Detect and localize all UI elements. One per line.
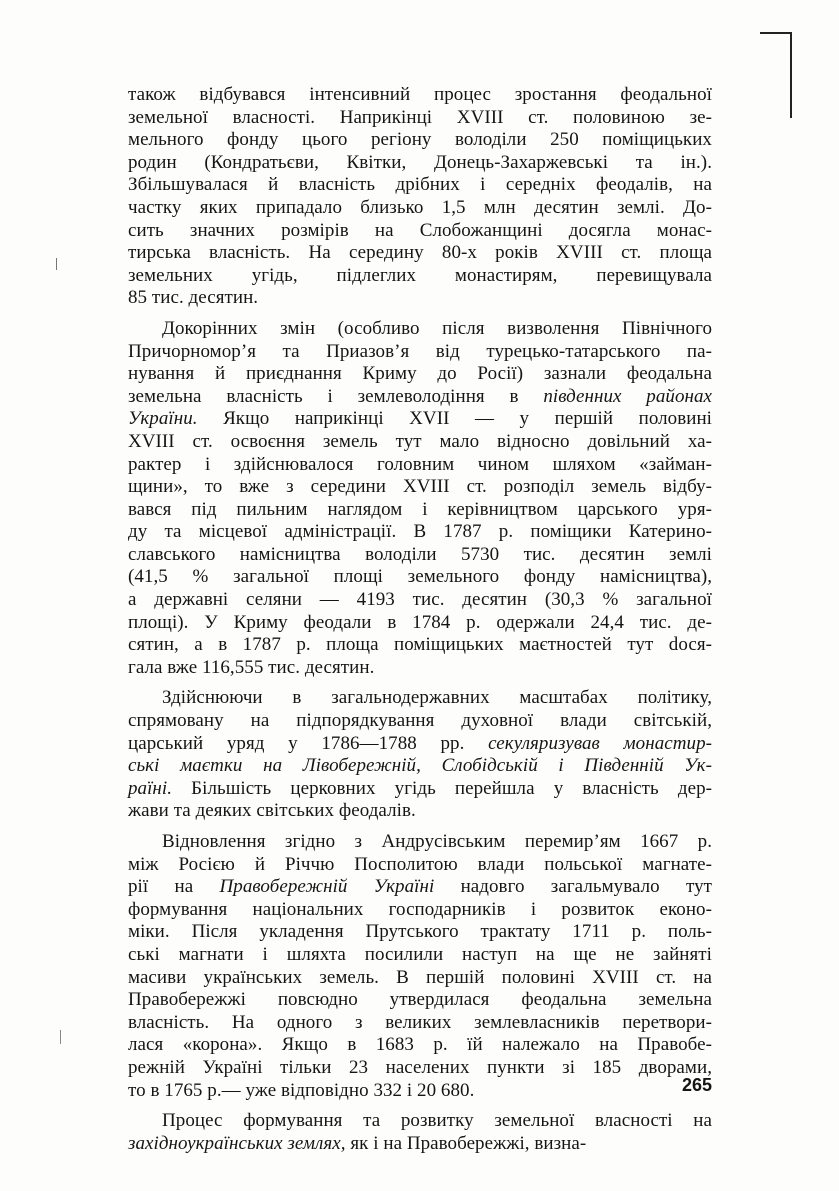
text-line: [128, 710, 712, 733]
text-line: [128, 242, 712, 265]
text-segment: земельних угідь, підлеглих монастирям, перевищувала: [128, 264, 712, 286]
text-line: [128, 521, 712, 544]
text-line: [128, 1080, 712, 1103]
corner-crop-mark: [760, 32, 792, 42]
text-line: [128, 1057, 712, 1080]
text-segment: щини», то вже з середини XVIII ст. розподіл земель відбу-: [128, 476, 712, 498]
text-line: [128, 733, 712, 756]
text-line: [128, 84, 712, 107]
text-line: [128, 1133, 712, 1156]
text-line: [128, 197, 712, 220]
text-line: [128, 454, 712, 477]
text-line: [128, 386, 712, 409]
text-line: [128, 174, 712, 197]
text-segment: ду та місцевої адміністрації. В 1787 р. поміщики Катерино-: [128, 521, 712, 543]
text-line: [128, 1012, 712, 1035]
text-line: [128, 341, 712, 364]
text-line: [128, 431, 712, 454]
text-line: [128, 287, 712, 310]
paragraph: [128, 687, 712, 823]
margin-mark: [56, 258, 57, 270]
text-segment: (41,5 % загальної площі земельного фонду намісництва),: [128, 566, 712, 588]
text-line: [128, 989, 712, 1012]
text-segment: спрямовану на підпорядкування духовної влади світській,: [128, 710, 712, 732]
italic-text: Правобережній Україні: [219, 876, 435, 898]
text-segment: сятин, а в 1787 р. площа поміщицьких маєтностей тут dося-: [128, 634, 712, 656]
text-segment: тирська власність. На середину 80-х років XVIII ст. площа: [128, 242, 712, 264]
text-segment: то в 1765 р.— уже відповідно 332 і 20 680.: [128, 1079, 475, 1101]
text-line: [128, 944, 712, 967]
italic-text: України.: [128, 408, 198, 430]
text-line: [128, 566, 712, 589]
text-segment: масиви українських земель. В першій половині XVIII ст. на: [128, 966, 712, 988]
text-segment: земельна власність і землеволодіння в: [128, 385, 544, 407]
text-segment: Причорномор’я та Приазов’я від турецько-татарського па-: [128, 340, 712, 362]
text-segment: Докорінних змін (особливо після визволення Північного: [162, 317, 712, 339]
text-line: [128, 876, 712, 899]
text-segment: Правобережжі повсюдно утвердилася феодальна земельна: [128, 989, 712, 1011]
text-segment: Якщо наприкінці XVII — у першій половині: [197, 408, 712, 430]
paragraph: [128, 1110, 712, 1155]
text-line: [128, 612, 712, 635]
text-segment: міки. Після укладення Прутського трактату 1711 р. поль-: [128, 921, 712, 943]
text-line: [128, 107, 712, 130]
text-segment: жави та деяких світських феодалів.: [128, 800, 416, 822]
text-segment: Процес формування та розвитку земельної власності на: [162, 1110, 712, 1132]
italic-text: секуляризував монастир-: [488, 732, 712, 754]
text-line: [128, 408, 712, 431]
text-line: [128, 152, 712, 175]
text-line: [128, 854, 712, 877]
text-line: [128, 831, 712, 854]
text-line: [128, 634, 712, 657]
text-segment: Відновлення згідно з Андрусівським перемир’ям 1667 р.: [162, 831, 712, 852]
text-line: [128, 687, 712, 710]
text-segment: а державні селяни — 4193 тис. десятин (30,3 % загальної: [128, 589, 712, 611]
text-segment: 85 тис. десятин.: [128, 287, 259, 309]
text-line: [128, 657, 712, 680]
text-segment: між Росією й Річчю Посполитою влади польської магнате-: [128, 853, 712, 875]
paragraph: [128, 84, 712, 310]
text-line: [128, 800, 712, 823]
text-segment: площі). У Криму феодали в 1784 р. одержали 24,4 тис. де-: [128, 611, 712, 633]
text-line: [128, 921, 712, 944]
text-line: [128, 363, 712, 386]
margin-mark: [60, 1030, 61, 1044]
text-segment: рії на: [128, 876, 220, 898]
italic-text: раїні.: [128, 777, 173, 799]
text-segment: режній Україні тільки 23 населених пункти зі 185 дворами,: [128, 1056, 712, 1078]
text-segment: як і на Правобережжі, визна-: [345, 1132, 587, 1154]
text-segment: гала вже 116,555 тис. десятин.: [128, 656, 375, 678]
text-segment: вався під пильним наглядом і керівництвом царського уря-: [128, 498, 712, 520]
text-segment: Більшість церковних угідь перейшла у власність дер-: [172, 777, 712, 799]
paragraph: [128, 831, 712, 1102]
text-line: [128, 499, 712, 522]
text-segment: земельної власності. Наприкінці XVIII ст. половиною зе-: [128, 106, 712, 128]
text-line: [128, 1110, 712, 1133]
text-line: [128, 755, 712, 778]
text-segment: надовго загальмувало тут: [434, 876, 713, 898]
text-line: [128, 265, 712, 288]
text-segment: частку яких припадало близько 1,5 млн десятин землі. До-: [128, 196, 712, 218]
text-segment: мельного фонду цього регіону володіли 250 поміщицьких: [128, 129, 712, 151]
text-segment: сить значних розмірів на Слобожанщині досягла монас-: [128, 219, 712, 241]
text-line: [128, 544, 712, 567]
text-segment: власність. На одного з великих землевласників перетвори-: [128, 1011, 712, 1033]
italic-text: ські маєтки на Лівобережній, Слобідській і Південній Ук-: [128, 755, 712, 777]
text-line: [128, 967, 712, 990]
italic-text: південних районах: [543, 385, 712, 407]
text-segment: родин (Кондратьєви, Квітки, Донець-Захаржевські та ін.).: [128, 151, 712, 173]
text-segment: царський уряд у 1786—1788 рр.: [128, 732, 489, 754]
text-segment: Здійснюючи в загальнодержавних масштабах політику,: [162, 687, 712, 709]
text-segment: лася «корона». Якщо в 1683 р. їй належало на Правобе-: [128, 1034, 712, 1056]
text-line: [128, 778, 712, 801]
text-segment: XVIII ст. освоєння земель тут мало відносно довільний ха-: [128, 430, 712, 452]
text-line: [128, 589, 712, 612]
text-line: [128, 129, 712, 152]
text-line: [128, 220, 712, 243]
text-segment: Збільшувалася й власність дрібних і середніх феодалів, на: [128, 174, 712, 196]
text-segment: нування й приєднання Криму до Росії) зазнали феодальна: [128, 363, 712, 385]
text-line: [128, 318, 712, 341]
text-line: [128, 899, 712, 922]
italic-text: західноукраїнських землях,: [128, 1132, 346, 1154]
text-segment: славського намісництва володіли 5730 тис. десятин землі: [128, 543, 712, 565]
text-segment: також відбувався інтенсивний процес зростання феодальної: [128, 84, 712, 105]
page-body-text: [128, 84, 712, 1155]
corner-crop-mark-vertical: [790, 32, 792, 118]
text-segment: ські магнати і шляхта посилили наступ на ще не зайняті: [128, 943, 712, 965]
paragraph: [128, 318, 712, 680]
text-line: [128, 1034, 712, 1057]
text-segment: рактер і здійснювалося головним чином шляхом «займан-: [128, 453, 712, 475]
text-segment: формування національних господарників і розвиток еконо-: [128, 898, 712, 920]
text-line: [128, 476, 712, 499]
page-number: 265: [681, 1075, 712, 1095]
